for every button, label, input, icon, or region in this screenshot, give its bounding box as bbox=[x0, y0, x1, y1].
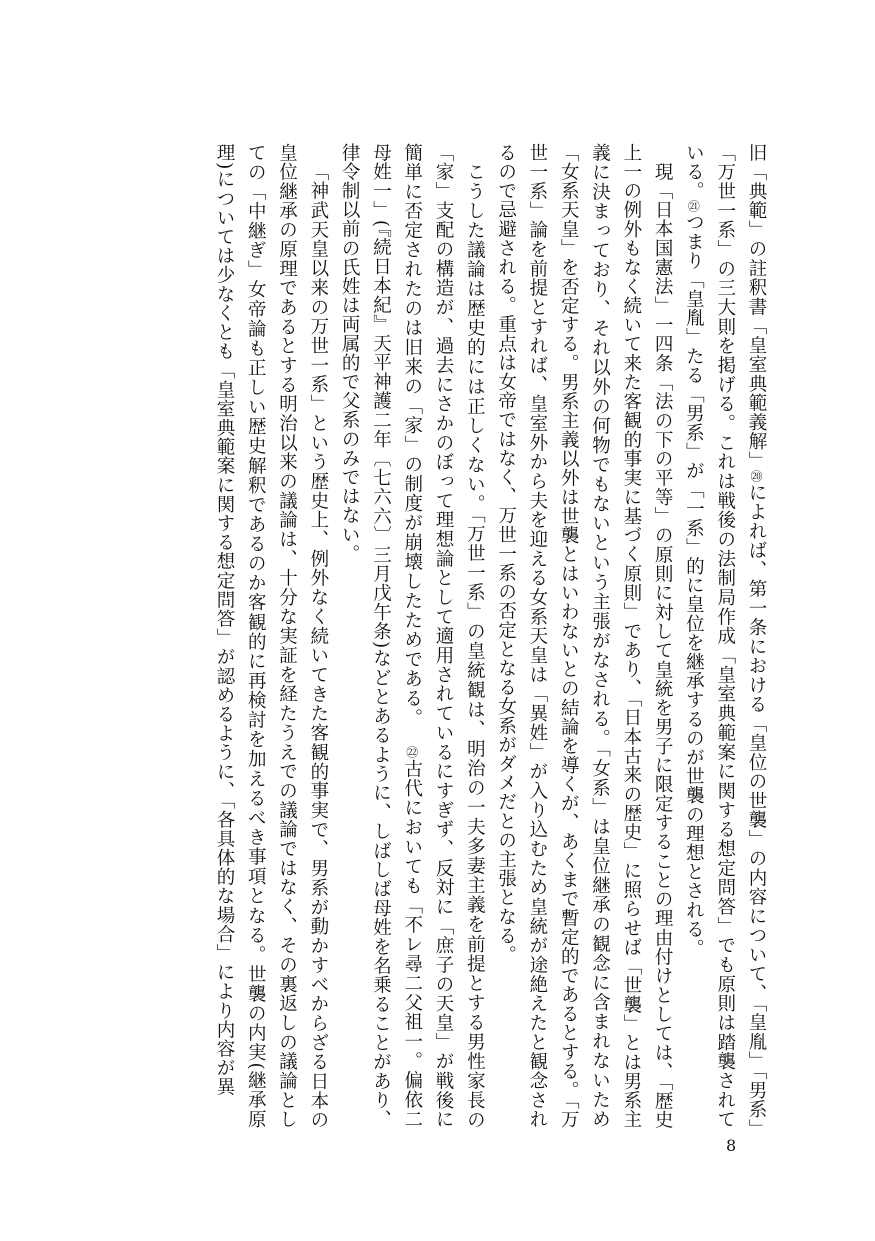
paragraph bbox=[678, 143, 772, 1129]
paragraph-text: こうした議論は歴史的には正しくない。「万世一系」の皇統観は、明治の一夫多妻主義を前提とする男性家長の「家」支配の構造が、過去にさかのぼって理想論として適用されているにすぎず、反対に「庶子の天皇」が戦後に簡単に否定されたのは旧来の「家」の制度が崩壊したためである。 bbox=[401, 143, 486, 1129]
paragraph-text: 古代においても「不レ尋二父祖一。偏依二母姓一」(『続日本紀』天平神護二年〔七六六〕三月戊午条)などとあるように、しばしば母姓を名乗ることがあり、律令制以前の氏姓は両属的で父系のみではない。 bbox=[339, 143, 423, 1129]
footnote-marker: ㉒ bbox=[404, 746, 419, 759]
footnote-marker: ㉑ bbox=[686, 200, 701, 213]
paragraph-text: 旧「典範」の註釈書「皇室典範義解」 bbox=[746, 143, 767, 471]
page-number: 8 bbox=[726, 1136, 737, 1155]
paragraph-text: つまり「皇胤」たる「男系」が「一系」的に皇位を継承するのが世襲の理想とされる。 bbox=[683, 212, 705, 958]
body-text bbox=[100, 143, 772, 1129]
paragraph bbox=[334, 143, 490, 1129]
paragraph bbox=[209, 143, 334, 1129]
paragraph bbox=[490, 143, 678, 1129]
paragraph-text: 現「日本国憲法」一四条「法の下の平等」の原則に対して皇統を男子に限定することの理由付けとしては、「歴史上一の例外もなく続いて来た客観的事実に基づく原則」であり、「日本古来の歴史」に照らせば「世襲」とは男系主義に決まっており、それ以外の何物でもないという主張がなされる。「女系」は皇位継承の観念に含まれないため「女系天皇」を否定する。男系主義以外は世襲とはいわないとの結論を導くが、あくまで暫定的であるとする。「万世一系」論を前提とすれば、皇室外から夫を迎える女系天皇は「異姓」が入り込むため皇統が途絶えたと観念されるので忌避される。重点は女帝ではなく、万世一系の否定となる女系がダメだとの主張となる。 bbox=[495, 143, 674, 1129]
paragraph-text: によれば、第一条における「皇位の世襲」の内容について、「皇胤」「男系」「万世一系」の三大則を掲げる。これは戦後の法制局作成「皇室典範案に関する想定問答」でも原則は踏襲されている。 bbox=[683, 143, 767, 1129]
footnote-marker: ⑳ bbox=[749, 470, 763, 483]
paragraph-text: 「神武天皇以来の万世一系」という歴史上、例外なく続いてきた客観的事実で、男系が動かすべからざる日本の皇位継承の原理であるとする明治以来の議論は、十分な実証を経たうえでの議論ではなく、その裏返しの議論としての「中継ぎ」女帝論も正しい歴史解釈であるのか客観的に再検討を加えるべき事項となる。世襲の内実(継承原理)については少なくとも「皇室典範案に関する想定問答」が認めるように、「各具体的な場合」により内容が異 bbox=[213, 143, 329, 1129]
